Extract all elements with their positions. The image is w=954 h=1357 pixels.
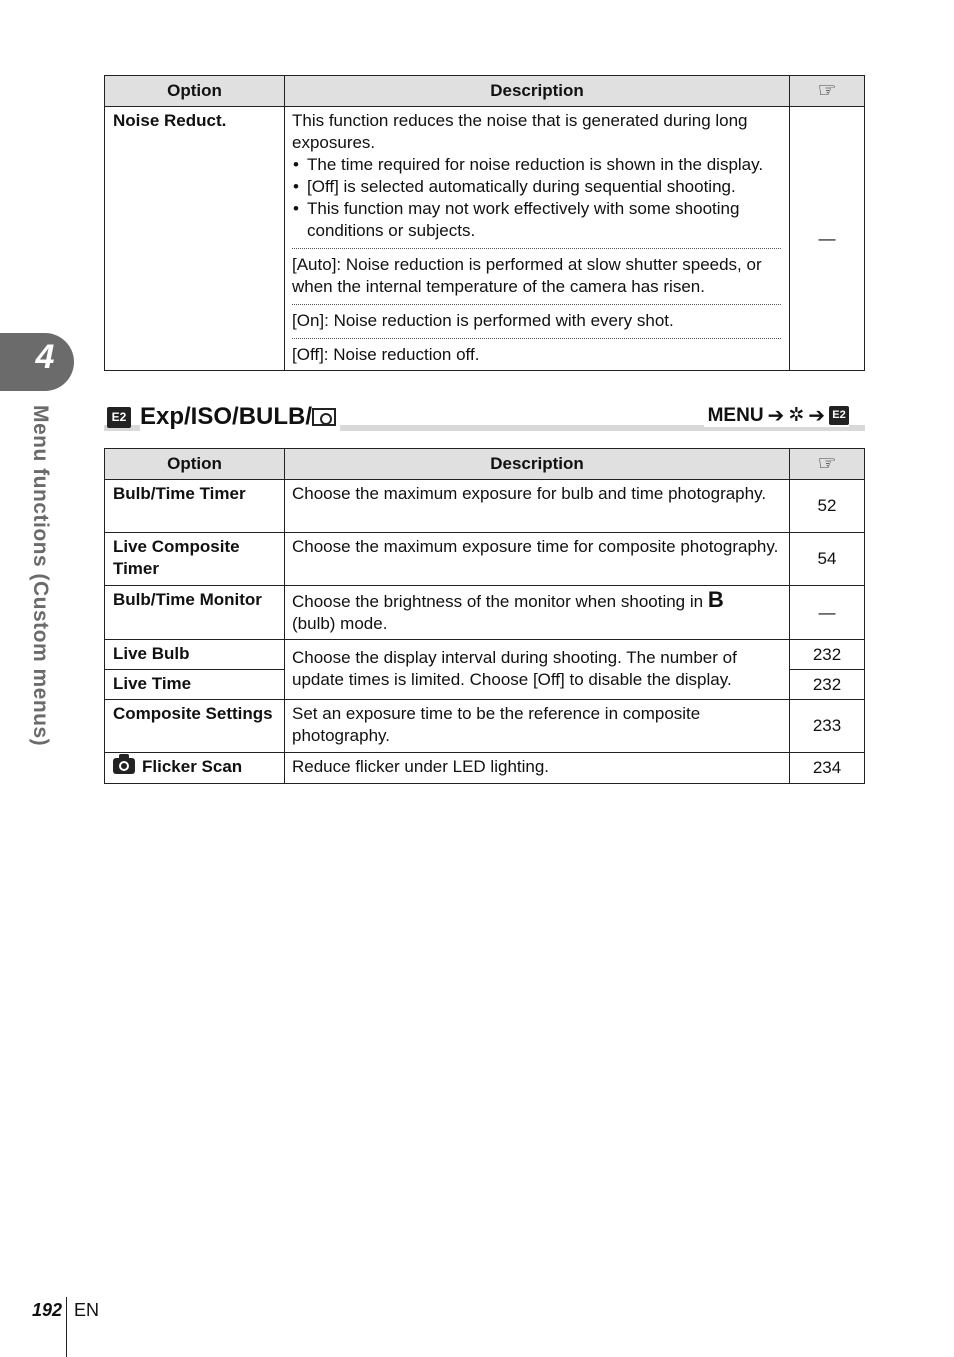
reference-cell: 52 xyxy=(790,480,865,533)
option-cell: Bulb/Time Timer xyxy=(105,480,285,533)
description-cell xyxy=(285,107,790,371)
e2-menu-icon: E2 xyxy=(829,406,849,425)
reference-cell: — xyxy=(790,107,865,371)
menu-label: MENU xyxy=(707,404,764,426)
header-reference xyxy=(790,76,865,107)
description-text: Choose the brightness of the monitor when shooting in xyxy=(292,592,704,611)
metering-icon xyxy=(312,408,336,426)
option-cell: Live Bulb xyxy=(105,640,285,670)
reference-book-icon: ☞ xyxy=(817,451,837,475)
list-item: • This function may not work effectively with some shooting conditions or subjects. xyxy=(292,198,781,242)
exposure-settings-table xyxy=(104,448,865,784)
setting-off: [Off]: Noise reduction off. xyxy=(292,338,781,366)
description-cell: Choose the maximum exposure for bulb and time photography. xyxy=(285,480,790,533)
reference-cell: 54 xyxy=(790,533,865,586)
description-cell: Set an exposure time to be the reference in composite photography. xyxy=(285,700,790,753)
table-row xyxy=(105,480,865,533)
option-cell: Composite Settings xyxy=(105,700,285,753)
description-cell: Reduce flicker under LED lighting. xyxy=(285,753,790,784)
table-row xyxy=(105,586,865,640)
description-cell xyxy=(285,586,790,640)
header-option: Option xyxy=(105,449,285,480)
camera-icon xyxy=(113,758,135,774)
option-cell xyxy=(105,753,285,784)
header-reference xyxy=(790,449,865,480)
reference-cell: — xyxy=(790,586,865,640)
description-intro: This function reduces the noise that is generated during long exposures. xyxy=(292,111,748,152)
description-text: (bulb) mode. xyxy=(292,614,388,633)
table-row xyxy=(105,700,865,753)
language-code: EN xyxy=(74,1300,100,1320)
section-header xyxy=(104,402,865,434)
table-row xyxy=(105,753,865,784)
section-title xyxy=(140,403,340,431)
option-cell: Live Time xyxy=(105,670,285,700)
reference-cell: 232 xyxy=(790,670,865,700)
setting-auto: [Auto]: Noise reduction is performed at slow shutter speeds, or when the internal temperature of the camera has risen. xyxy=(292,248,781,298)
breadcrumb xyxy=(704,404,849,427)
header-option: Option xyxy=(105,76,285,107)
noise-reduction-table xyxy=(104,75,865,371)
section-title-text: Exp/ISO/BULB/ xyxy=(140,403,313,430)
footer-divider xyxy=(66,1297,67,1357)
list-item: • [Off] is selected automatically during sequential shooting. xyxy=(292,176,781,198)
option-text: Flicker Scan xyxy=(142,757,243,776)
description-cell: Choose the maximum exposure time for composite photography. xyxy=(285,533,790,586)
option-cell: Bulb/Time Monitor xyxy=(105,586,285,640)
reference-book-icon: ☞ xyxy=(817,78,837,102)
description-cell: Choose the display interval during shooting. The number of update times is limited. Choose [Off] to disable the display. xyxy=(285,640,790,700)
bulb-mode-icon: B xyxy=(707,587,724,612)
bullet-list xyxy=(292,154,781,242)
gear-icon: ✲ xyxy=(788,405,805,426)
header-description: Description xyxy=(285,449,790,480)
table-row xyxy=(105,533,865,586)
e2-menu-icon: E2 xyxy=(107,407,131,428)
header-description: Description xyxy=(285,76,790,107)
page-number: 192 xyxy=(32,1300,63,1320)
reference-cell: 234 xyxy=(790,753,865,784)
setting-on: [On]: Noise reduction is performed with every shot. xyxy=(292,304,781,332)
arrow-right-icon: ➔ xyxy=(808,404,825,427)
reference-cell: 232 xyxy=(790,640,865,670)
option-cell: Noise Reduct. xyxy=(105,107,285,371)
reference-cell: 233 xyxy=(790,700,865,753)
table-row xyxy=(105,640,865,670)
arrow-right-icon: ➔ xyxy=(767,404,785,427)
list-item: • The time required for noise reduction is shown in the display. xyxy=(292,154,781,176)
table-row xyxy=(105,107,865,371)
option-cell: Live Composite Timer xyxy=(105,533,285,586)
chapter-title: Menu functions (Custom menus) xyxy=(29,405,52,747)
chapter-number: 4 xyxy=(35,338,55,376)
